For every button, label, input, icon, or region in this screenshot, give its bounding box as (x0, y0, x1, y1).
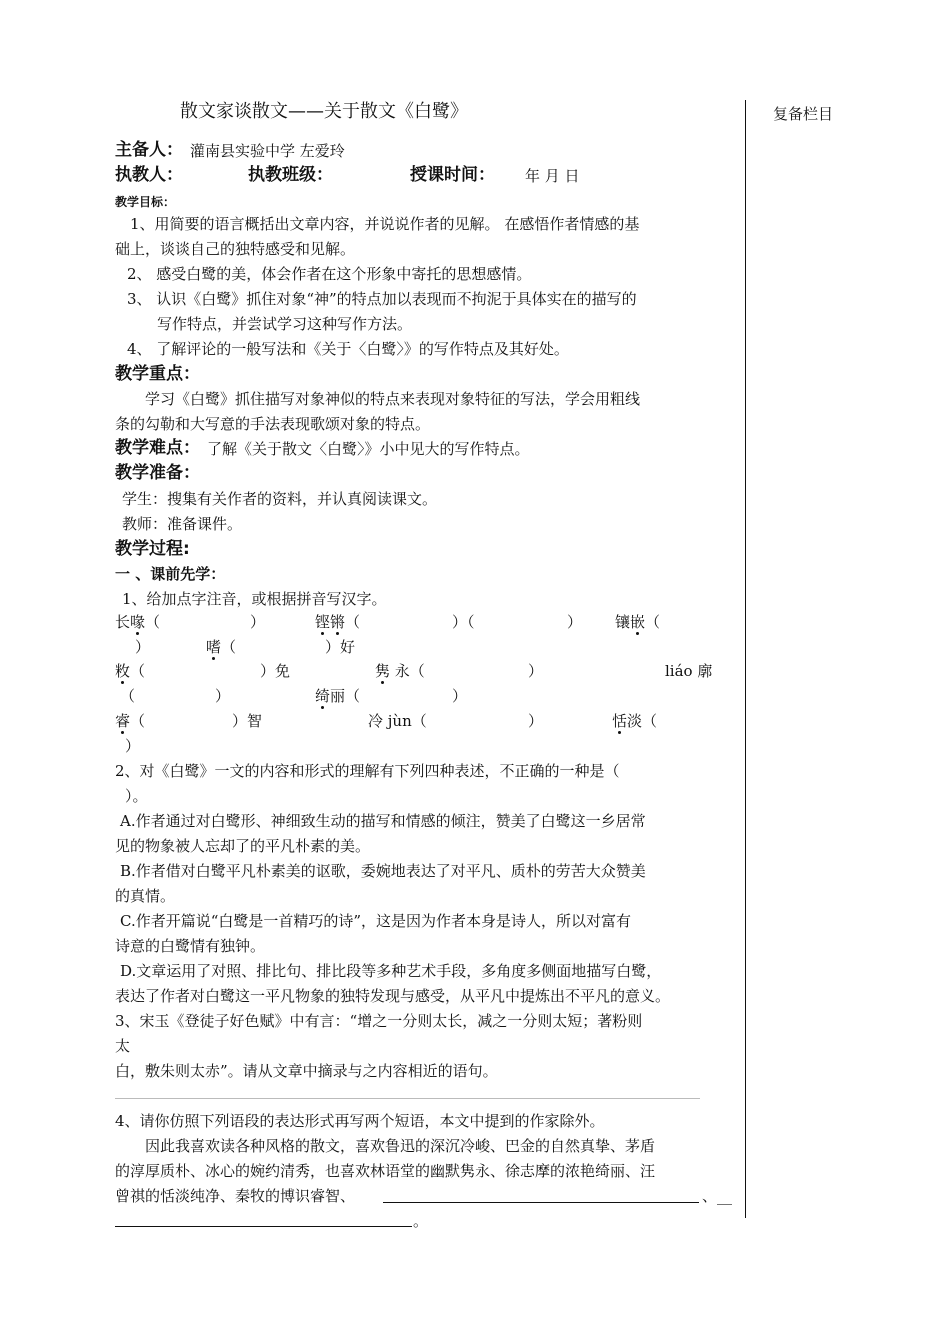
q1-item: 铿锵（ (315, 613, 361, 631)
q4-line: 因此我喜欢读各种风格的散文，喜欢鲁迅的深沉冷峻、巴金的自然真挚、茅盾 (145, 1137, 656, 1155)
q1-item: 镶嵌（ (615, 613, 661, 631)
answer-blank[interactable] (115, 1226, 412, 1227)
q2-option-line: 诗意的白鹭情有独钟。 (115, 937, 266, 955)
objective-line: 2、 感受白鹭的美，体会作者在这个形象中寄托的思想感情。 (127, 265, 532, 283)
q2-prompt-end: ）。 (125, 787, 148, 805)
q4-line: 、__ (702, 1187, 733, 1205)
preparation-heading: 教学准备： (115, 463, 200, 483)
objective-line: 础上，谈谈自己的独特感受和见解。 (115, 240, 356, 258)
q2-option-line: C.作者开篇说“白鹭是一首精巧的诗”，这是因为作者本身是诗人，所以对富有 (120, 912, 632, 930)
q2-option-line: 的真情。 (115, 887, 176, 905)
q1-blank: ） (125, 737, 141, 755)
q1-blank: ） (135, 638, 151, 656)
q4-line: 的淳厚质朴、冰心的婉约清秀，也喜欢林语堂的幽默隽永、徐志摩的浓艳绮丽、汪 (115, 1162, 656, 1180)
q1-blank: ） (528, 662, 544, 680)
q2-option-line: D.文章运用了对照、排比句、排比段等多种艺术手段，多角度多侧面地描写白鹭， (120, 962, 662, 980)
q1-item: 睿（ (115, 712, 146, 730)
q1-item: 敉（ (115, 662, 146, 680)
objectives-heading: 教学目标： (115, 195, 176, 209)
q4-line: 4、请你仿照下列语段的表达形式再写两个短语，本文中提到的作家除外。 (115, 1112, 605, 1130)
answer-blank[interactable] (383, 1202, 699, 1203)
q2-prompt: 2、对《白鹭》一文的内容和形式的理解有下列四种表述，不正确的一种是（ (115, 762, 620, 780)
date-placeholder: 年 月 日 (525, 167, 580, 185)
time-label: 授课时间： (410, 165, 495, 185)
q1-item: liáo 廓 (665, 662, 713, 680)
q1-blank: ） (528, 712, 544, 730)
q1-prompt: 1、给加点字注音，或根据拼音写汉字。 (122, 590, 387, 608)
process-heading: 教学过程: (115, 539, 190, 559)
q1-item: 绮丽（ (315, 687, 361, 705)
q2-option-line: 见的物象被人忘却了的平凡朴素的美。 (115, 837, 371, 855)
difficulties-text: 了解《关于散文〈白鹭〉》小中见大的写作特点。 (207, 440, 530, 458)
key-points-line: 条的勾勒和大写意的手法表现歌颂对象的特点。 (115, 415, 431, 433)
q2-option-line: A.作者通过对白鹭形、神细致生动的描写和情感的倾注，赞美了白鹭这一乡居常 (120, 812, 646, 830)
objective-line: 4、 了解评论的一般写法和《关于〈白鹭〉》的写作特点及其好处。 (127, 340, 569, 358)
class-label: 执教班级： (248, 165, 333, 185)
preparation-teacher: 教师：准备课件。 (122, 515, 243, 533)
q1-blank: （ (120, 687, 136, 705)
side-label: 复备栏目 (773, 105, 834, 123)
difficulties-heading: 教学难点： (115, 438, 200, 458)
teacher-label: 执教人： (115, 165, 183, 185)
page-title: 散文家谈散文——关于散文《白鹭》 (180, 101, 468, 122)
preparer-label: 主备人： (115, 140, 183, 160)
margin-divider (745, 100, 746, 1218)
q3-line: 白，敷朱则太赤”。请从文章中摘录与之内容相近的语句。 (115, 1062, 498, 1080)
preparation-student: 学生：搜集有关作者的资料，并认真阅读课文。 (122, 490, 438, 508)
q1-item: 恬淡（ (612, 712, 658, 730)
q1-blank: ） (250, 613, 266, 631)
q4-line: 曾祺的恬淡纯净、秦牧的博识睿智、 (115, 1187, 356, 1205)
q3-line: 3、宋玉《登徒子好色赋》中有言：“增之一分则太长，减之一分则太短；著粉则 (115, 1012, 643, 1030)
q1-item: 长喙（ (115, 613, 161, 631)
q1-blank: ）好 (325, 638, 356, 656)
q3-line: 太 (115, 1037, 131, 1055)
q1-item: 冷 jùn（ (368, 712, 427, 730)
key-points-heading: 教学重点： (115, 364, 200, 384)
q1-item: 嗜（ (206, 638, 237, 656)
q1-blank: ） (215, 687, 231, 705)
preparer-value: 灌南县实验中学 左爱玲 (190, 142, 345, 160)
q2-option-line: B.作者借对白鹭平凡朴素美的讴歌，委婉地表达了对平凡、质朴的劳苦大众赞美 (120, 862, 646, 880)
key-points-line: 学习《白鹭》抓住描写对象神似的特点来表现对象特征的写法，学会用粗线 (145, 390, 641, 408)
q1-blank: ）免 (260, 662, 291, 680)
q2-option-line: 表达了作者对白鹭这一平凡物象的独特发现与感受，从平凡中提炼出不平凡的意义。 (115, 987, 671, 1005)
q1-item: 隽 永（ (375, 662, 425, 680)
section-1-heading: 一 、课前先学： (115, 565, 226, 583)
q1-blank: ）（ (452, 613, 475, 631)
q1-blank: ） (452, 687, 468, 705)
q1-blank: ）智 (232, 712, 263, 730)
objective-line: 3、 认识《白鹭》抓住对象“神”的特点加以表现而不拘泥于具体实在的描写的 (127, 290, 637, 308)
answer-line[interactable] (115, 1098, 700, 1099)
q4-line: 。 (413, 1212, 429, 1230)
objective-line: 1、用简要的语言概括出文章内容，并说说作者的见解。 在感悟作者情感的基 (130, 215, 640, 233)
q1-blank: ） (567, 613, 583, 631)
objective-line: 写作特点，并尝试学习这种写作方法。 (157, 315, 413, 333)
